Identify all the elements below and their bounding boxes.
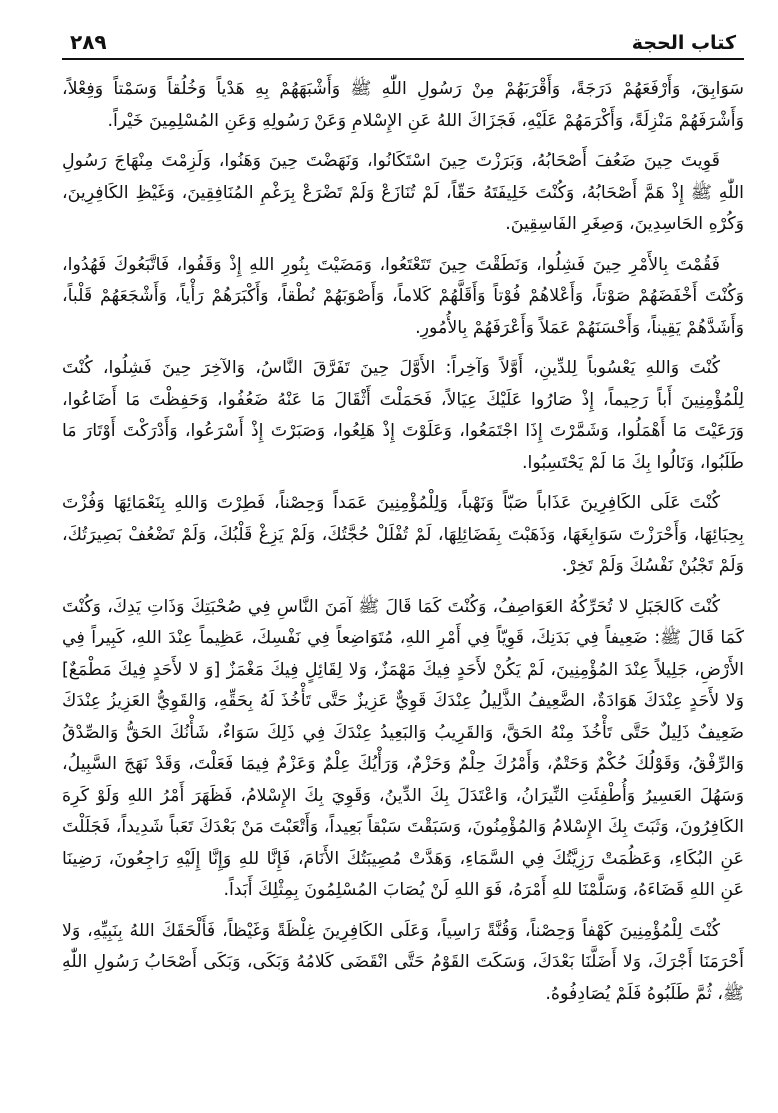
paragraph: كُنْتَ لِلْمُؤْمِنِينَ كَهْفاً وَحِصْناً، وَقُنَّةً رَاسِياً، وَعَلَى الكَافِرِينَ غِلْظَةً وَغَيْظاً، فَأَلْحَقَكَ اللهُ بِنَبِيِّهِ، وَلا أَحْرَمَنَا أَجْرَكَ، وَلا أَضَلَّنَا بَعْدَكَ، وَسَكَتَ القَوْمُ حَتَّى انْقَضَى كَلامُهُ وَبَكَى، وَبَكَى أَصْحَابُ رَسُولِ اللّٰهِ ﷺ، ثُمَّ طَلَبُوهُ فَلَمْ يُصَادِفُوهُ. — [62, 920, 744, 1004]
page-header — [62, 14, 744, 54]
book-title: كتاب الحجة — [631, 32, 736, 54]
paragraph: فَقُمْتَ بِالأَمْرِ حِينَ فَشِلُوا، وَنَطَقْتَ حِينَ تَتَعْتَعُوا، وَمَضَيْتَ بِنُورِ اللهِ إِذْ وَقَفُوا، فَاتَّبَعُوكَ فَهُدُوا، وَكُنْتَ أَخْفَضَهُمْ صَوْتاً، وَأَعْلاهُمْ فُوْتاً وَأَقَلَّهُمْ كَلاماً، وَأَصْوَبَهُمْ نُطْقاً، وَأَكْبَرَهُمْ رَأْياً، وَأَشْجَعَهُمْ قَلْباً، وَأَشَدَّهُمْ يَقِيناً، وَأَحْسَنَهُمْ عَمَلاً وَأَعْرَفَهُمْ بِالأُمُورِ. — [62, 254, 744, 338]
book-page — [62, 14, 744, 1103]
paragraph: كُنْتَ وَاللهِ يَعْسُوباً لِلدِّينِ، أَوَّلاً وَآخِراً: الأَوَّلَ حِينَ تَفَرَّقَ النَّاسُ، وَالآخِرَ حِينَ فَشِلُوا، كُنْتَ لِلْمُؤْمِنِينَ أَباً رَحِيماً، إِذْ صَارُوا عَلَيْكَ عِيَالاً، فَحَمَلْتَ أَثْقَالَ مَا عَنْهُ ضَعُفُوا، وَحَفِظْتَ مَا أَضَاعُوا، وَرَعَيْتَ مَا أَهْمَلُوا، وَشَمَّرْتَ إِذَا اجْتَمَعُوا، وَعَلَوْتَ إِذْ هَلِعُوا، وَصَبَرْتَ إِذْ أَسْرَعُوا، وَأَدْرَكْتَ أَوْتَارَ مَا طَلَبُوا، وَنَالُوا بِكَ مَا لَمْ يَحْتَسِبُوا. — [62, 358, 744, 473]
header-divider — [62, 58, 744, 60]
paragraph: قَوِيتَ حِينَ ضَعُفَ أَصْحَابُهُ، وَبَرَزْتَ حِينَ اسْتَكَانُوا، وَنَهَضْتَ حِينَ وَهَنُوا، وَلَزِمْتَ مِنْهَاجَ رَسُولِ اللّٰهِ ﷺ إِذْ هَمَّ أَصْحَابُهُ، وَكُنْتَ خَلِيفَتَهُ حَقّاً، لَمْ تُنَازَعْ وَلَمْ تَضْرَعْ بِرَغْمِ المُنَافِقِينَ، وَغَيْظِ الكَافِرِينَ، وَكُرْهِ الحَاسِدِينَ، وَصِغَرِ الفَاسِقِينَ. — [62, 151, 744, 234]
paragraph: سَوَابِقَ، وَأَرْفَعَهُمْ دَرَجَةً، وَأَقْرَبَهُمْ مِنْ رَسُولِ اللّٰهِ ﷺ وَأَشْبَهَهُمْ بِهِ هَدْياً وَخُلُقاً وَسَمْتاً وَفِعْلاً، وَأَشْرَفَهُمْ مَنْزِلَةً، وَأَكْرَمَهُمْ عَلَيْهِ، فَجَزَاكَ اللهُ عَنِ الإِسْلامِ وَعَنْ رَسُولِهِ وَعَنِ المُسْلِمِينَ خَيْراً. — [62, 79, 744, 131]
page-number: ٢٨٩ — [70, 30, 107, 54]
page-body — [62, 74, 744, 1010]
paragraph: كُنْتَ عَلَى الكَافِرِينَ عَذَاباً صَبّاً وَنَهْباً، وَلِلْمُؤْمِنِينَ عَمَداً وَحِصْناً، فَطِرْتَ وَاللهِ بِنَعْمَائِهَا وَفُزْتَ بِحِبَائِهَا، وَأَحْرَزْتَ سَوَابِغَهَا، وَذَهَبْتَ بِفَضَائِلِهَا، لَمْ تُفْلَلْ حُجَّتُكَ، وَلَمْ يَزِغْ قَلْبُكَ، وَلَمْ تَضْعُفْ بَصِيرَتُكَ، وَلَمْ تَجْبُنْ نَفْسُكَ وَلَمْ تَخِرْ. — [62, 493, 744, 576]
paragraph: كُنْتَ كَالجَبَلِ لا تُحَرِّكُهُ العَوَاصِفُ، وَكُنْتَ كَمَا قَالَ ﷺ آمَنَ النَّاسِ فِي صُحْبَتِكَ وَذَاتِ يَدِكَ، وَكُنْتَ كَمَا قَالَ ﷺ: ضَعِيفاً فِي بَدَنِكَ، قَوِيّاً فِي أَمْرِ اللهِ، مُتَوَاضِعاً فِي نَفْسِكَ، عَظِيماً عِنْدَ اللهِ، كَبِيراً فِي الأَرْضِ، جَلِيلاً عِنْدَ المُؤْمِنِينَ، لَمْ يَكُنْ لأَحَدٍ فِيكَ مَهْمَزٌ، وَلا لِقَائِلٍ فِيكَ مَغْمَزٌ [وَ لا لأَحَدٍ فِيكَ مَطْمَعٌ] وَلا لأَحَدٍ عِنْدَكَ هَوَادَةٌ، الضَّعِيفُ الذَّلِيلُ عِنْدَكَ قَوِيٌّ عَزِيزٌ حَتَّى تَأْخُذَ لَهُ بِحَقِّهِ، وَالقَوِيُّ العَزِيزُ عِنْدَكَ ضَعِيفٌ ذَلِيلٌ حَتَّى تَأْخُذَ مِنْهُ الحَقَّ، وَالقَرِيبُ وَالبَعِيدُ عِنْدَكَ فِي ذَلِكَ سَوَاءٌ، شَأْنُكَ الحَقُّ وَالصِّدْقُ وَالرِّفْقُ، وَقَوْلُكَ حُكْمٌ وَحَتْمٌ، وَأَمْرُكَ حِلْمٌ وَحَزْمٌ، وَرَأْيُكَ عِلْمٌ وَعَزْمٌ فِيمَا فَعَلْتَ، وَقَدْ نَهَجَ السَّبِيلُ، وَسَهُلَ العَسِيرُ وَأُطْفِئَتِ النِّيرَانُ، وَاعْتَدَلَ بِكَ الدِّينُ، وَقَوِيَ بِكَ الإِسْلامُ، فَظَهَرَ أَمْرُ اللهِ وَلَوْ كَرِهَ الكَافِرُونَ، وَثَبَتَ بِكَ الإِسْلامُ وَالمُؤْمِنُونَ، وَسَبَقْتَ سَبْقاً بَعِيداً، وَأَتْعَبْتَ مَنْ بَعْدَكَ تَعَباً شَدِيداً، فَجَلَلْتَ عَنِ البُكَاءِ، وَعَظُمَتْ رَزِيَّتُكَ فِي السَّمَاءِ، وَهَدَّتْ مُصِيبَتُكَ الأَنَامَ، فَإِنَّا للهِ وَإِنَّا إِلَيْهِ رَاجِعُونَ، رَضِينَا عَنِ اللهِ قَضَاءَهُ، وَسَلَّمْنَا للهِ أَمْرَهُ، فَوَ اللهِ لَنْ يُصَابَ المُسْلِمُونَ بِمِثْلِكَ أَبَداً. — [62, 596, 744, 900]
